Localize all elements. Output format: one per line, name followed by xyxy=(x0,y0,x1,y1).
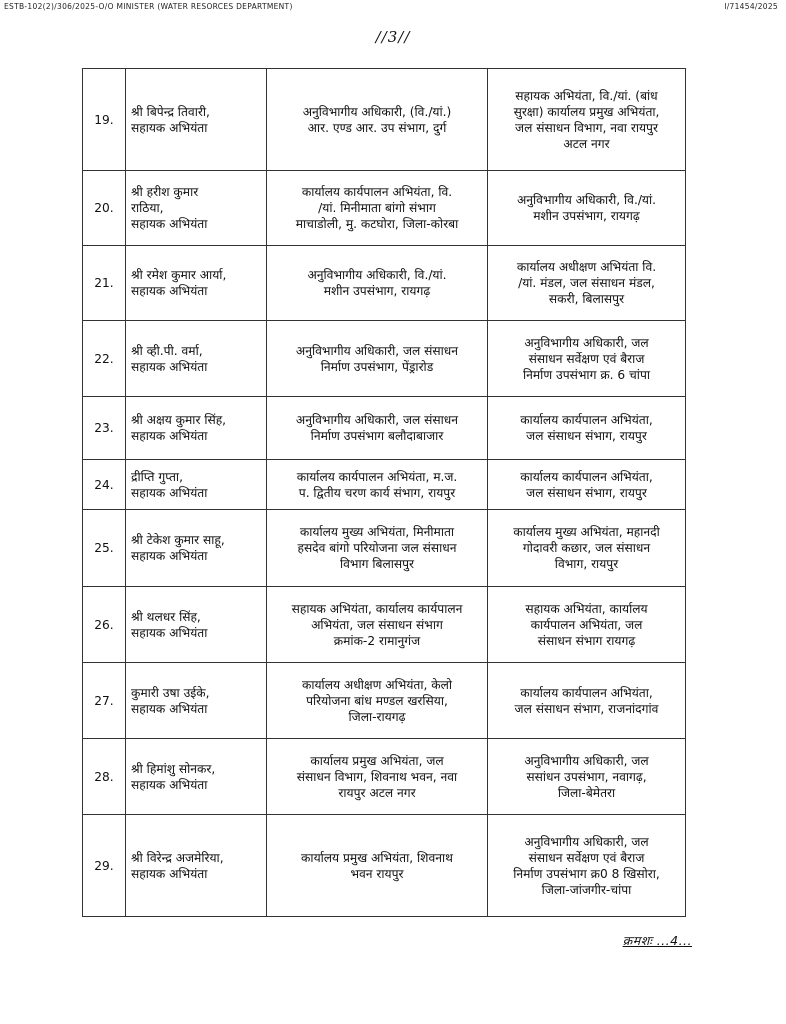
cell-line: श्री बिपेन्द्र तिवारी, xyxy=(131,104,210,119)
cell-line: सहायक अभियंता, कार्यालय कार्यपालन xyxy=(291,601,463,616)
cell-line: अनुविभागीय अधिकारी, जल xyxy=(524,834,649,849)
cell-line: सहायक अभियंता xyxy=(131,485,208,500)
cell-line: श्री व्ही.पी. वर्मा, xyxy=(131,343,203,358)
new-posting-cell xyxy=(488,587,686,663)
cell-line: सुरक्षा) कार्यालय प्रमुख अभियंता, xyxy=(513,104,660,119)
cell-line: श्री थलधर सिंह, xyxy=(131,609,201,624)
officer-name-cell xyxy=(126,663,267,739)
new-posting-cell xyxy=(488,246,686,321)
table-row xyxy=(83,460,686,510)
cell-line: कार्यालय कार्यपालन अभियंता, xyxy=(520,685,653,700)
officer-name-cell xyxy=(126,171,267,246)
cell-line: अनुविभागीय अधिकारी, (वि./यां.) xyxy=(302,104,452,119)
cell-line: श्री हिमांशु सोनकर, xyxy=(131,761,216,776)
cell-line: अनुविभागीय अधिकारी, वि./यां. xyxy=(516,193,657,207)
new-posting-cell xyxy=(488,739,686,815)
cell-line: कार्यालय मुख्य अभियंता, मिनीमाता xyxy=(299,525,455,539)
cell-line: सहायक अभियंता xyxy=(131,217,208,231)
cell-line: गोदावरी कछार, जल संसाधन xyxy=(522,541,651,555)
cell-line: कार्यालय मुख्य अभियंता, महानदी xyxy=(513,525,660,539)
current-posting-cell xyxy=(267,460,488,510)
serial-number-cell: 26. xyxy=(83,587,126,663)
cell-line: कार्यपालन अभियंता, जल xyxy=(530,617,643,632)
current-posting-cell xyxy=(267,321,488,397)
table-row xyxy=(83,663,686,739)
new-posting-cell xyxy=(488,510,686,587)
cell-line: जल संसाधन संभाग, राजनांदगांव xyxy=(514,701,659,716)
serial-number-cell: 27. xyxy=(83,663,126,739)
cell-line: जल संसाधन विभाग, नवा रायपुर xyxy=(515,120,658,135)
serial-number-cell: 20. xyxy=(83,171,126,246)
cell-line: आर. एण्ड आर. उप संभाग, दुर्ग xyxy=(307,120,447,135)
officer-name-cell xyxy=(126,815,267,917)
table-row xyxy=(83,397,686,460)
cell-line: /यां. मंडल, जल संसाधन मंडल, xyxy=(518,276,655,290)
table-row xyxy=(83,321,686,397)
cell-line: सहायक अभियंता xyxy=(131,284,208,298)
cell-line: सहायक अभियंता, कार्यालय xyxy=(525,601,648,616)
cell-line: ससांधन उपसंभाग, नवागढ़, xyxy=(526,769,647,784)
cell-line: /यां. मिनीमाता बांगो संभाग xyxy=(318,201,436,215)
page-number: //3// xyxy=(375,28,411,46)
current-posting-cell xyxy=(267,397,488,460)
officer-name-cell xyxy=(126,321,267,397)
table-row xyxy=(83,739,686,815)
cell-line: सहायक अभियंता xyxy=(131,429,208,443)
cell-line: जल संसाधन संभाग, रायपुर xyxy=(526,429,647,443)
cell-line: संसाधन संभाग रायगढ़ xyxy=(537,633,636,648)
serial-number-cell: 25. xyxy=(83,510,126,587)
cell-line: कुमारी उषा उईके, xyxy=(131,685,210,700)
cell-line: सहायक अभियंता xyxy=(131,701,208,716)
cell-line: कार्यालय प्रमुख अभियंता, जल xyxy=(310,753,444,768)
cell-line: निर्माण उपसंभाग बलौदाबाजार xyxy=(310,429,444,443)
transfer-table xyxy=(82,68,686,917)
cell-line: अनुविभागीय अधिकारी, जल xyxy=(524,753,649,768)
cell-line: कार्यालय कार्यपालन अभियंता, म.ज. xyxy=(296,469,458,484)
new-posting-cell xyxy=(488,815,686,917)
officer-name-cell xyxy=(126,397,267,460)
cell-line: अनुविभागीय अधिकारी, जल संसाधन xyxy=(295,343,459,358)
officer-name-cell xyxy=(126,246,267,321)
table-row xyxy=(83,171,686,246)
cell-line: क्रमांक-2 रामानुगंज xyxy=(333,633,421,648)
cell-line: राठिया, xyxy=(131,201,164,215)
current-posting-cell xyxy=(267,171,488,246)
cell-line: श्री हरीश कुमार xyxy=(131,185,199,199)
cell-line: कार्यालय कार्यपालन अभियंता, वि. xyxy=(301,185,453,199)
cell-line: जल संसाधन संभाग, रायपुर xyxy=(526,485,647,500)
serial-number-cell: 24. xyxy=(83,460,126,510)
cell-line: श्री रमेश कुमार आर्या, xyxy=(131,268,227,282)
current-posting-cell xyxy=(267,510,488,587)
serial-number-cell: 21. xyxy=(83,246,126,321)
cell-line: निर्माण उपसंभाग, पेंड्रारोड xyxy=(320,359,434,374)
current-posting-cell xyxy=(267,246,488,321)
current-posting-cell xyxy=(267,69,488,171)
current-posting-cell xyxy=(267,739,488,815)
new-posting-cell xyxy=(488,171,686,246)
cell-line: सकरी, बिलासपुर xyxy=(548,292,625,306)
cell-line: निर्माण उपसंभाग क्र0 8 खिसोरा, xyxy=(513,866,660,881)
cell-line: हसदेव बांगो परियोजना जल संसाधन xyxy=(297,541,457,555)
cell-line: अनुविभागीय अधिकारी, जल xyxy=(524,335,649,350)
table-row xyxy=(83,510,686,587)
cell-line: सहायक अभियंता xyxy=(131,866,208,881)
table-row xyxy=(83,815,686,917)
cell-line: अनुविभागीय अधिकारी, वि./यां. xyxy=(307,268,447,282)
officer-name-cell xyxy=(126,69,267,171)
officer-name-cell xyxy=(126,510,267,587)
cell-line: सहायक अभियंता, वि./यां. (बांध xyxy=(515,88,658,103)
cell-line: अनुविभागीय अधिकारी, जल संसाधन xyxy=(295,413,459,427)
new-posting-cell xyxy=(488,69,686,171)
cell-line: अभियंता, जल संसाधन संभाग xyxy=(311,617,443,632)
cell-line: सहायक अभियंता xyxy=(131,120,208,135)
cell-line: रायपुर अटल नगर xyxy=(338,785,416,800)
serial-number-cell: 29. xyxy=(83,815,126,917)
continued-note: क्रमशः ...4... xyxy=(622,933,692,948)
new-posting-cell xyxy=(488,321,686,397)
serial-number-cell: 22. xyxy=(83,321,126,397)
cell-line: मशीन उपसंभाग, रायगढ़ xyxy=(533,209,640,223)
cell-line: माचाडोली, मु. कटघोरा, जिला-कोरबा xyxy=(295,217,459,231)
cell-line: परियोजना बांध मण्डल खरसिया, xyxy=(306,693,448,708)
cell-line: प. द्वितीय चरण कार्य संभाग, रायपुर xyxy=(298,485,456,500)
cell-line: संसाधन विभाग, शिवनाथ भवन, नवा xyxy=(296,769,458,784)
cell-line: संसाधन सर्वेक्षण एवं बैराज xyxy=(528,351,645,366)
table-row xyxy=(83,587,686,663)
cell-line: सहायक अभियंता xyxy=(131,549,208,563)
new-posting-cell xyxy=(488,460,686,510)
cell-line: कार्यालय अधीक्षण अभियंता वि. xyxy=(516,260,657,274)
cell-line: श्री अक्षय कुमार सिंह, xyxy=(131,413,227,427)
table-row xyxy=(83,246,686,321)
cell-line: कार्यालय अधीक्षण अभियंता, केलो xyxy=(301,677,453,692)
cell-line: कार्यालय कार्यपालन अभियंता, xyxy=(520,413,653,427)
cell-line: सहायक अभियंता xyxy=(131,625,208,640)
cell-line: भवन रायपुर xyxy=(350,866,404,881)
cell-line: श्री टेकेश कुमार साहू, xyxy=(131,533,225,547)
cell-line: श्री विरेन्द्र अजमेरिया, xyxy=(131,850,224,865)
cell-line: संसाधन सर्वेक्षण एवं बैराज xyxy=(528,850,645,865)
serial-number-cell: 19. xyxy=(83,69,126,171)
current-posting-cell xyxy=(267,663,488,739)
officer-name-cell xyxy=(126,460,267,510)
cell-line: विभाग, रायपुर xyxy=(554,557,619,571)
serial-number-cell: 28. xyxy=(83,739,126,815)
document-number-header: I/71454/2025 xyxy=(724,2,778,11)
cell-line: सहायक अभियंता xyxy=(131,777,208,792)
cell-line: द्रीप्ति गुप्ता, xyxy=(131,469,183,484)
cell-line: विभाग बिलासपुर xyxy=(339,557,415,571)
cell-line: कार्यालय कार्यपालन अभियंता, xyxy=(520,469,653,484)
cell-line: निर्माण उपसंभाग क्र. 6 चांपा xyxy=(522,367,651,382)
serial-number-cell: 23. xyxy=(83,397,126,460)
new-posting-cell xyxy=(488,397,686,460)
cell-line: कार्यालय प्रमुख अभियंता, शिवनाथ xyxy=(301,850,453,865)
current-posting-cell xyxy=(267,587,488,663)
document-reference-header: ESTB-102(2)/306/2025-O/O MINISTER (WATER RESORCES DEPARTMENT) xyxy=(4,2,293,11)
officer-name-cell xyxy=(126,739,267,815)
cell-line: मशीन उपसंभाग, रायगढ़ xyxy=(323,284,431,298)
cell-line: जिला-जांजगीर-चांपा xyxy=(541,882,632,897)
current-posting-cell xyxy=(267,815,488,917)
cell-line: सहायक अभियंता xyxy=(131,359,208,374)
cell-line: जिला-बेमेतरा xyxy=(557,785,616,800)
cell-line: अटल नगर xyxy=(563,136,610,151)
table-row xyxy=(83,69,686,171)
new-posting-cell xyxy=(488,663,686,739)
officer-name-cell xyxy=(126,587,267,663)
cell-line: जिला-रायगढ़ xyxy=(348,709,406,724)
